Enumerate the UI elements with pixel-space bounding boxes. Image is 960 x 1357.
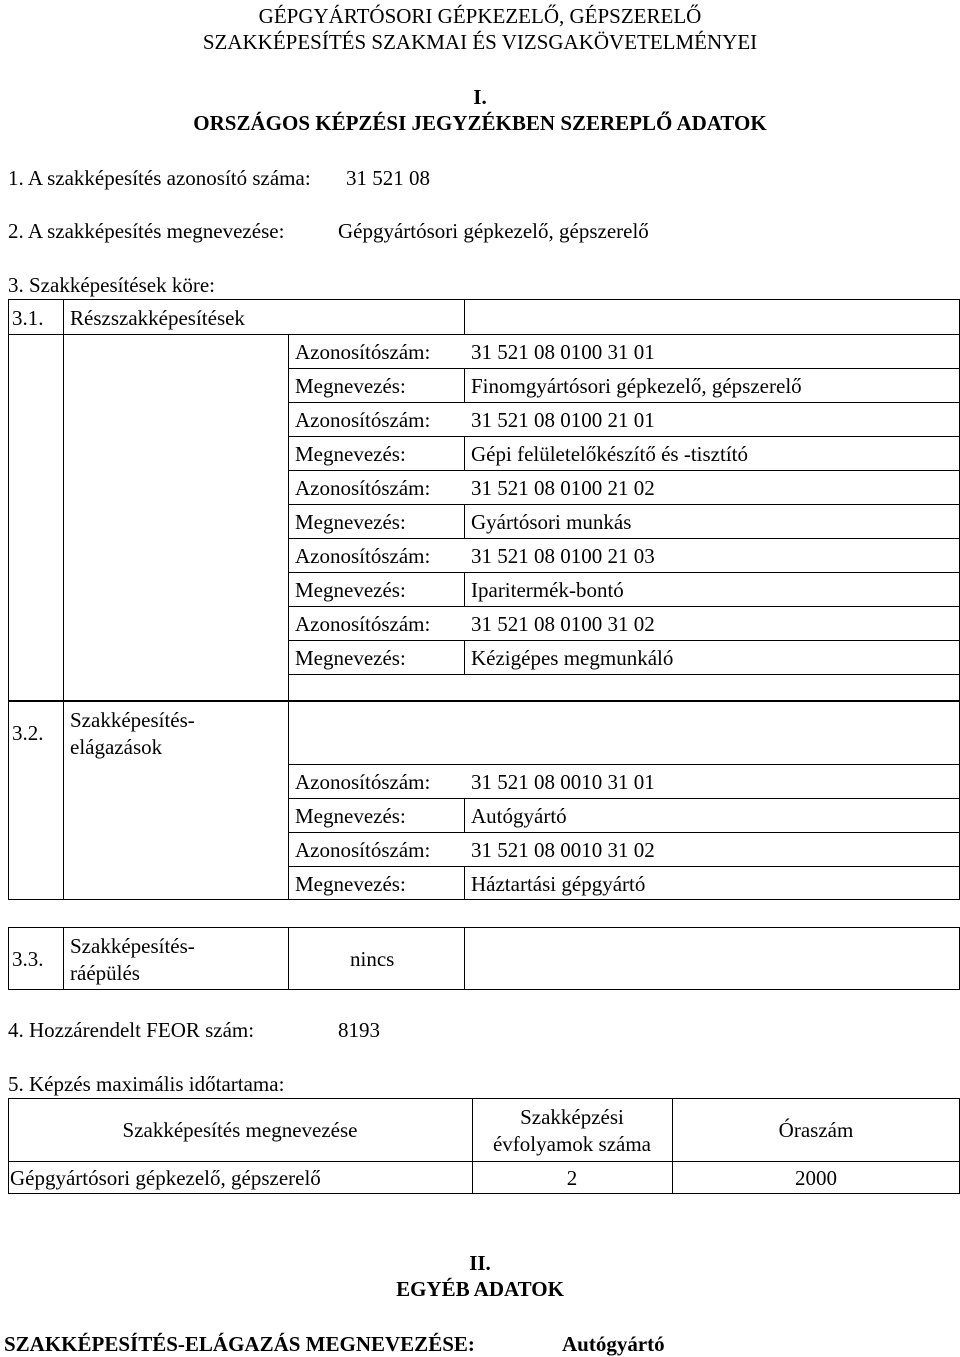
sub32-title-line1: Szakképesítés- xyxy=(70,708,195,732)
row-label: Azonosítószám: xyxy=(295,770,431,794)
row-value: 31 521 08 0100 21 03 xyxy=(471,544,655,568)
sub33-value: nincs xyxy=(350,947,395,971)
row-value: Iparitermék-bontó xyxy=(471,578,624,602)
sub32-number: 3.2. xyxy=(12,721,44,745)
row-value: 31 521 08 0010 31 01 xyxy=(471,770,655,794)
row-label: Azonosítószám: xyxy=(295,340,431,364)
row-value: 31 521 08 0100 31 01 xyxy=(471,340,655,364)
row-value: 31 521 08 0100 31 02 xyxy=(471,612,655,636)
row-label: Azonosítószám: xyxy=(295,612,431,636)
section2-title: EGYÉB ADATOK xyxy=(396,1277,564,1301)
header-hours: Óraszám xyxy=(778,1118,854,1142)
row-value: 31 521 08 0010 31 02 xyxy=(471,838,655,862)
sub33-title-line1: Szakképesítés- xyxy=(70,934,195,958)
document-title-line1: GÉPGYÁRTÓSORI GÉPKEZELŐ, GÉPSZERELŐ xyxy=(258,4,702,28)
row-label: Megnevezés: xyxy=(295,510,406,534)
section2-number: II. xyxy=(469,1251,491,1275)
sub31-number: 3.1. xyxy=(12,306,44,330)
branch-value: Autógyártó xyxy=(562,1332,665,1356)
item4-label: 4. Hozzárendelt FEOR szám: xyxy=(8,1018,255,1042)
row-label: Azonosítószám: xyxy=(295,838,431,862)
header-qualification-name: Szakképesítés megnevezése xyxy=(122,1118,358,1142)
row-label: Megnevezés: xyxy=(295,646,406,670)
item5-label: 5. Képzés maximális időtartama: xyxy=(8,1072,285,1096)
row-label: Azonosítószám: xyxy=(295,408,431,432)
row-value: Kézigépes megmunkáló xyxy=(471,646,674,670)
item1-label: 1. A szakképesítés azonosító száma: xyxy=(8,166,311,190)
row-value: Háztartási gépgyártó xyxy=(471,872,646,896)
sub33-number: 3.3. xyxy=(12,947,44,971)
row-value: 31 521 08 0100 21 01 xyxy=(471,408,655,432)
row-value: Gépi felületelőkészítő és -tisztító xyxy=(471,442,748,466)
row-label: Megnevezés: xyxy=(295,872,406,896)
header-grades-line1: Szakképzési xyxy=(520,1105,624,1129)
item1-value: 31 521 08 xyxy=(346,166,430,190)
row-label: Azonosítószám: xyxy=(295,544,431,568)
row-value: Autógyártó xyxy=(471,804,567,828)
row-value: 31 521 08 0100 21 02 xyxy=(471,476,655,500)
sub33-title-line2: ráépülés xyxy=(70,961,140,985)
cell-qualification-name: Gépgyártósori gépkezelő, gépszerelő xyxy=(10,1166,321,1190)
document-title-line2: SZAKKÉPESÍTÉS SZAKMAI ÉS VIZSGAKÖVETELMÉNYEI xyxy=(202,30,758,54)
sub32-title-line2: elágazások xyxy=(70,735,163,759)
row-label: Megnevezés: xyxy=(295,442,406,466)
row-label: Megnevezés: xyxy=(295,804,406,828)
row-label: Azonosítószám: xyxy=(295,476,431,500)
item3-label: 3. Szakképesítések köre: xyxy=(8,273,216,297)
branch-label: SZAKKÉPESÍTÉS-ELÁGAZÁS MEGNEVEZÉSE: xyxy=(4,1332,475,1356)
row-value: Finomgyártósori gépkezelő, gépszerelő xyxy=(471,374,802,398)
cell-grades: 2 xyxy=(566,1166,578,1190)
sub31-title: Részszakképesítések xyxy=(70,306,245,330)
item2-value: Gépgyártósori gépkezelő, gépszerelő xyxy=(338,219,649,243)
header-grades-line2: évfolyamok száma xyxy=(492,1132,652,1156)
section1-number: I. xyxy=(473,85,487,109)
row-value: Gyártósori munkás xyxy=(471,510,632,534)
cell-hours: 2000 xyxy=(795,1166,837,1190)
item2-label: 2. A szakképesítés megnevezése: xyxy=(8,219,285,243)
row-label: Megnevezés: xyxy=(295,374,406,398)
section1-title: ORSZÁGOS KÉPZÉSI JEGYZÉKBEN SZEREPLŐ ADATOK xyxy=(193,111,767,135)
row-label: Megnevezés: xyxy=(295,578,406,602)
item4-value: 8193 xyxy=(338,1018,380,1042)
